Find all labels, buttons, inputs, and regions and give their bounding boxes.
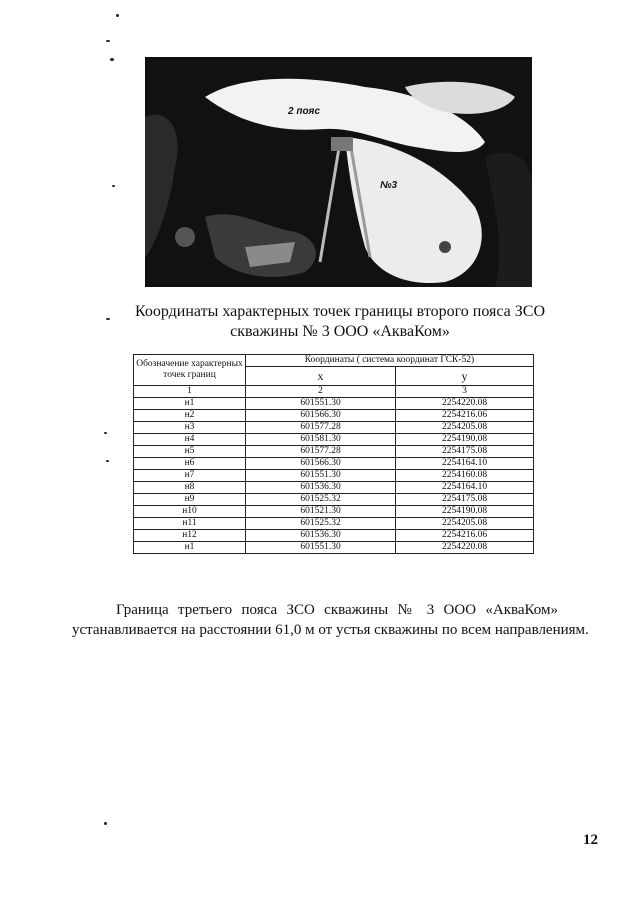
x-value: 601551.30 (246, 542, 396, 554)
column-number: 3 (396, 386, 534, 398)
header-coordinates: Координаты ( система координат ГСК-52) (246, 355, 534, 367)
y-value: 2254164.10 (396, 482, 534, 494)
point-name: н7 (134, 470, 246, 482)
table-row (134, 518, 534, 530)
scan-speck (110, 58, 114, 61)
x-value: 601566.30 (246, 458, 396, 470)
y-value: 2254175.08 (396, 446, 534, 458)
table-row (134, 434, 534, 446)
point-name: н5 (134, 446, 246, 458)
table-row (134, 458, 534, 470)
x-value: 601536.30 (246, 530, 396, 542)
column-number: 2 (246, 386, 396, 398)
y-value: 2254190.08 (396, 506, 534, 518)
scan-speck (104, 432, 107, 434)
page-number: 12 (583, 832, 598, 848)
y-value: 2254220.08 (396, 398, 534, 410)
point-name: н12 (134, 530, 246, 542)
table-row (134, 506, 534, 518)
table-row (134, 398, 534, 410)
x-value: 601525.32 (246, 518, 396, 530)
y-value: 2254205.08 (396, 422, 534, 434)
table-row (134, 542, 534, 554)
header-point-designation: Обозначение характерных точек границ (134, 355, 246, 386)
y-value: 2254220.08 (396, 542, 534, 554)
x-value: 601551.30 (246, 398, 396, 410)
y-value: 2254216.06 (396, 410, 534, 422)
table-row (134, 482, 534, 494)
point-name: н3 (134, 422, 246, 434)
x-value: 601525.32 (246, 494, 396, 506)
scan-speck (112, 185, 115, 187)
scan-speck (116, 14, 119, 17)
paragraph-line-2: устанавливается на расстоянии 61,0 м от устья скважины по всем направлениям. (72, 622, 589, 638)
y-value: 2254175.08 (396, 494, 534, 506)
y-value: 2254205.08 (396, 518, 534, 530)
x-value: 601566.30 (246, 410, 396, 422)
point-name: н4 (134, 434, 246, 446)
belt-label: 2 пояс (288, 106, 321, 117)
table-row (134, 494, 534, 506)
point-name: н8 (134, 482, 246, 494)
table-row (134, 410, 534, 422)
column-number-row (134, 386, 534, 398)
column-number: 1 (134, 386, 246, 398)
point-name: н6 (134, 458, 246, 470)
x-value: 601551.30 (246, 470, 396, 482)
header-x: x (246, 367, 396, 386)
y-value: 2254190.08 (396, 434, 534, 446)
header-y: y (396, 367, 534, 386)
caption-line-2: скважины № 3 ООО «АкваКом» (230, 323, 450, 340)
photo-scene (145, 57, 532, 287)
table-row (134, 422, 534, 434)
y-value: 2254216.06 (396, 530, 534, 542)
scan-speck (104, 822, 107, 825)
paragraph-line-1: Граница третьего пояса ЗСО скважины № 3 ООО «АкваКом» (116, 602, 558, 618)
scan-speck (106, 40, 110, 42)
scan-speck (106, 318, 110, 320)
y-value: 2254164.10 (396, 458, 534, 470)
scan-speck (106, 460, 109, 462)
table-row (134, 446, 534, 458)
point-name: н2 (134, 410, 246, 422)
y-value: 2254160.08 (396, 470, 534, 482)
point-name: н11 (134, 518, 246, 530)
x-value: 601581.30 (246, 434, 396, 446)
point-name: н9 (134, 494, 246, 506)
point-name: н10 (134, 506, 246, 518)
table-caption (120, 302, 560, 342)
coordinates-table (133, 354, 534, 554)
x-value: 601577.28 (246, 422, 396, 434)
x-value: 601536.30 (246, 482, 396, 494)
point-name: н1 (134, 398, 246, 410)
well-site-photo (145, 57, 532, 287)
caption-line-1: Координаты характерных точек границы второго пояса ЗСО (134, 303, 546, 320)
x-value: 601521.30 (246, 506, 396, 518)
third-belt-paragraph (72, 600, 589, 640)
point-name: н1 (134, 542, 246, 554)
table-row (134, 530, 534, 542)
well-label: №3 (380, 180, 398, 191)
x-value: 601577.28 (246, 446, 396, 458)
table-row (134, 470, 534, 482)
